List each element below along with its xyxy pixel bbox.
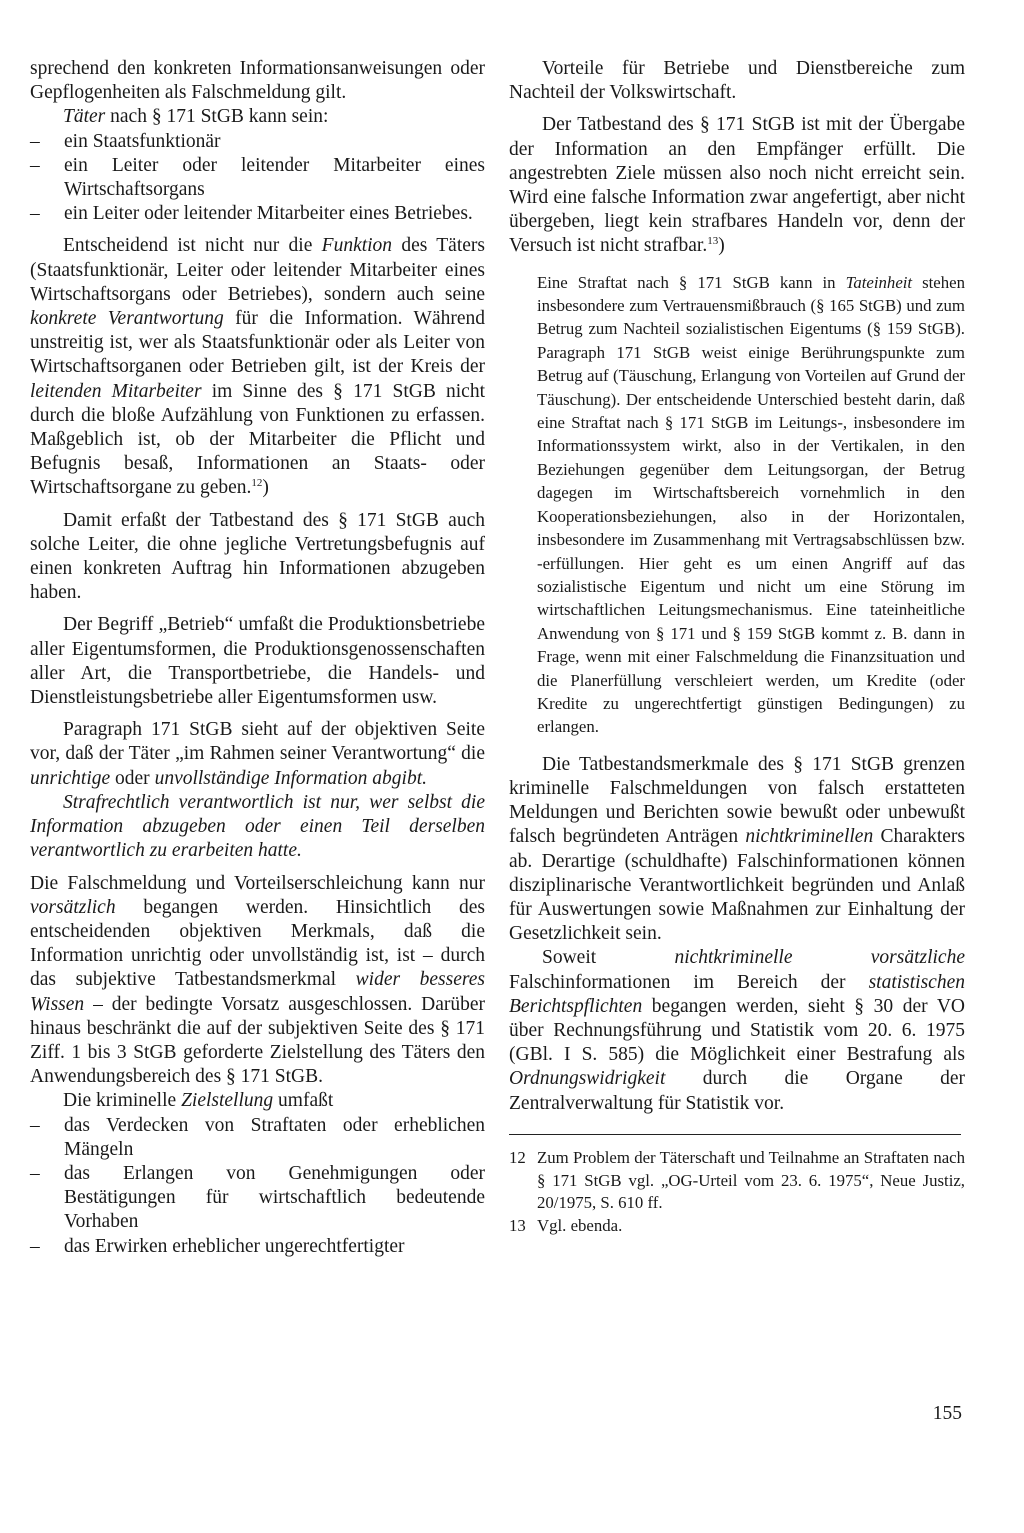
emphasis: unrichtige — [30, 767, 111, 789]
paragraph — [30, 234, 485, 500]
emphasis: Zielstellung — [181, 1090, 274, 1112]
paragraph — [30, 872, 485, 1090]
paragraph: Vorteile für Betriebe und Dienstbereiche zum Nachteil der Volkswirtschaft. — [509, 58, 965, 104]
text: durch die Organe der Zentralverwaltung für Statistik vor. — [509, 1068, 965, 1114]
paragraph: sprechend den konkreten Informationsanweisungen oder Gepflogenheiten als Falschmeldung gilt. — [30, 58, 485, 104]
emphasis: nichtkriminellen — [745, 826, 874, 848]
text: begangen werden, sieht § 30 der VO über Rechnungsführung und Statistik vom 20. 6. 1975 (GBl. I S. 585) die Möglichkeit einer Bestrafung als — [509, 995, 965, 1066]
footnote — [509, 1147, 965, 1215]
footnote-divider — [509, 1134, 961, 1135]
footnote-ref: 12 — [251, 477, 263, 490]
emphasis: vorsätzlich — [30, 896, 116, 918]
list-item: – ein Leiter oder leitender Mitarbeiter eines Wirtschaftsorgans — [30, 154, 485, 202]
text: stehen insbesondere zum Vertrauensmißbrauch (§ 165 StGB) und zum Betrug zum Nachteil sozialistischen Eigentums (§ 159 StGB). Paragraph 171 StGB weist einige Berührungspunkte zum Betrug auf (Täuschung, Erlangung von Vorteilen auf Grund der Täuschung). Der entscheidende Unterschied besteht darin, daß eine Straftat nach § 171 StGB im Leitungs-, insbesondere im Informationssystem wirkt, also in der Vertikalen, in den Beziehungen gegenüber dem Leitungsorgan, der Betrug dagegen im Wirtschaftsbereich vornehmlich in den Kooperationsbeziehungen, also in der Horizontalen, insbesondere im Zusammenhang mit Vertragsabschlüssen bzw. -erfüllungen. Hier geht es um einen Angriff auf das sozialistische Eigentum und nicht um eine Störung im wirtschaftlichen Leitungsmechanismus. Eine tateinheitliche Anwendung von § 171 und § 159 StGB kommt z. B. dann in Frage, wenn mit einer Falschmeldung die Finanzsituation und die Planerfüllung verschleiert werden, um Kredite (oder Kredite zu ungerechtfertigt günstigen Bedingungen) zu erlangen. — [537, 272, 965, 737]
goal-list — [30, 1114, 485, 1259]
list-item: – ein Leiter oder leitender Mitarbeiter eines Betriebes. — [30, 202, 485, 226]
emphasis: nichtkriminelle vorsätzliche — [674, 947, 965, 969]
text: Soweit — [542, 947, 675, 969]
text: Die Falschmeldung und Vorteilserschleichung kann nur — [30, 872, 485, 894]
text: ) — [262, 477, 269, 499]
paragraph — [509, 753, 965, 947]
emphasis: wider besseres Wissen — [30, 969, 485, 1015]
paragraph — [30, 791, 485, 864]
offender-list — [30, 130, 485, 227]
left-column — [30, 57, 485, 1259]
text: Die Tatbestandsmerkmale des § 171 StGB grenzen kriminelle Falschmeldungen von falsch erstatteten Meldungen und Berichten sowie bewußt oder unbewußt falsch begründeten Anträgen — [509, 753, 965, 848]
text: ) — [718, 235, 725, 257]
right-column — [509, 57, 965, 1238]
paragraph: Der Begriff „Betrieb“ umfaßt die Produktionsbetriebe aller Eigentumsformen, die Produktionsgenossenschaften aller Art, die Transportbetriebe, die Handels- und Dienstleistungsbetriebe aller Eigentumsformen usw. — [30, 614, 485, 709]
text: im Sinne des § 171 StGB nicht durch die bloße Aufzählung von Funktionen zu erfassen. Maßgeblich ist, ob der Mitarbeiter die Pflicht und Befugnis besaß, Informationen an Staats- oder Wirtschaftsorgane zu geben. — [30, 380, 485, 499]
emphasis: Funktion — [321, 235, 393, 257]
text: Eine Straftat nach § 171 StGB kann in — [537, 272, 846, 292]
text: – der bedingte Vorsatz ausgeschlossen. Darüber hinaus beschränkt die auf der subjektiven Seite des § 171 Ziff. 1 bis 3 StGB geforderte Zielstellung des Täters den Anwendungsbereich des § 171 StGB. — [30, 993, 485, 1088]
text: Paragraph 171 StGB sieht auf der objektiven Seite vor, daß der Täter „im Rahmen seiner Verantwortung“ die — [30, 719, 485, 765]
text: des Täters (Staatsfunktionär, Leiter oder leitender Mitarbeiter eines Wirtschaftsorgans oder Betriebes), sondern auch seine — [30, 235, 485, 305]
text: begangen werden. Hinsichtlich des entscheidenden objektiven Merkmals, daß die Information unrichtig oder unvollständig ist, ist – durch das subjektive Tatbestandsmerkmal — [30, 896, 485, 991]
text: Falschinformationen im Bereich der — [509, 971, 869, 993]
footnote-number: 12 — [509, 1147, 526, 1167]
list-item: – das Erlangen von Genehmigungen oder Bestätigungen für wirtschaftlich bedeutende Vorhaben — [30, 1162, 485, 1235]
list-item: – das Erwirken erheblicher ungerechtfertigter — [30, 1235, 485, 1259]
paragraph — [509, 113, 965, 258]
list-item: – ein Staatsfunktionär — [30, 130, 485, 154]
text: Charakters ab. Derartige (schuldhafte) Falschinformationen können disziplinarische Verantwortlichkeit begründen und Anlaß für Auswertungen sowie Maßnahmen zur Einhaltung der Gesetzlichkeit sein. — [509, 826, 965, 945]
text: Die kriminelle — [63, 1090, 182, 1112]
text: oder — [110, 767, 155, 789]
emphasis: konkrete Verantwortung — [30, 308, 224, 330]
emphasis: leitenden Mitarbeiter — [30, 380, 202, 402]
text: Entscheidend ist nicht nur die — [63, 235, 322, 257]
paragraph — [509, 946, 965, 1115]
paragraph: Damit erfaßt der Tatbestand des § 171 StGB auch solche Leiter, die ohne jegliche Vertretungsbefugnis auf einen konkreten Auftrag hin Informationen abzugeben haben. — [30, 509, 485, 604]
footnote — [509, 1215, 965, 1238]
emphasis: Tateinheit — [845, 272, 913, 292]
small-print-paragraph — [537, 271, 965, 739]
emphasis: Ordnungswidrigkeit — [509, 1068, 666, 1090]
text: Der Tatbestand des § 171 StGB ist mit der Übergabe der Information an den Empfänger erfüllt. Die angestrebten Ziele müssen also noch nicht erreicht sein. Wird eine falsche Information zwar angefertigt, aber nicht übergeben, liegt kein strafbares Handeln vor, denn der Versuch ist nicht strafbar. — [509, 114, 965, 257]
emphasis: Täter — [63, 106, 106, 128]
footnotes — [509, 1147, 965, 1238]
paragraph — [30, 105, 485, 129]
footnote-ref: 13 — [707, 235, 719, 248]
footnote-text: Vgl. ebenda. — [537, 1216, 623, 1236]
text: umfaßt — [273, 1090, 334, 1112]
text: für die Information. Während unstreitig ist, wer als Staatsfunktionär oder als Leiter von Wirtschaftsorganen oder Betrieben gilt, ist der Kreis der — [30, 308, 486, 378]
text: nach § 171 StGB kann sein: — [105, 106, 329, 128]
emphasis: Strafrechtlich verantwortlich ist nur, wer selbst die Information abzugeben oder einen Teil derselben verantwortlich zu erarbeiten hatte. — [30, 791, 485, 862]
emphasis: unvollständige Information abgibt. — [154, 767, 428, 789]
page-number: 155 — [932, 1403, 962, 1424]
footnote-text: Zum Problem der Täterschaft und Teilnahme an Straftaten nach § 171 StGB vgl. „OG-Urteil vom 23. 6. 1975“, Neue Justiz, 20/1975, S. 610 ff. — [537, 1147, 965, 1213]
footnote-number: 13 — [509, 1216, 526, 1236]
paragraph — [30, 1089, 485, 1113]
paragraph — [30, 718, 485, 791]
list-item: – das Verdecken von Straftaten oder erheblichen Mängeln — [30, 1114, 485, 1162]
emphasis: statistischen Berichtspflichten — [509, 971, 965, 1017]
